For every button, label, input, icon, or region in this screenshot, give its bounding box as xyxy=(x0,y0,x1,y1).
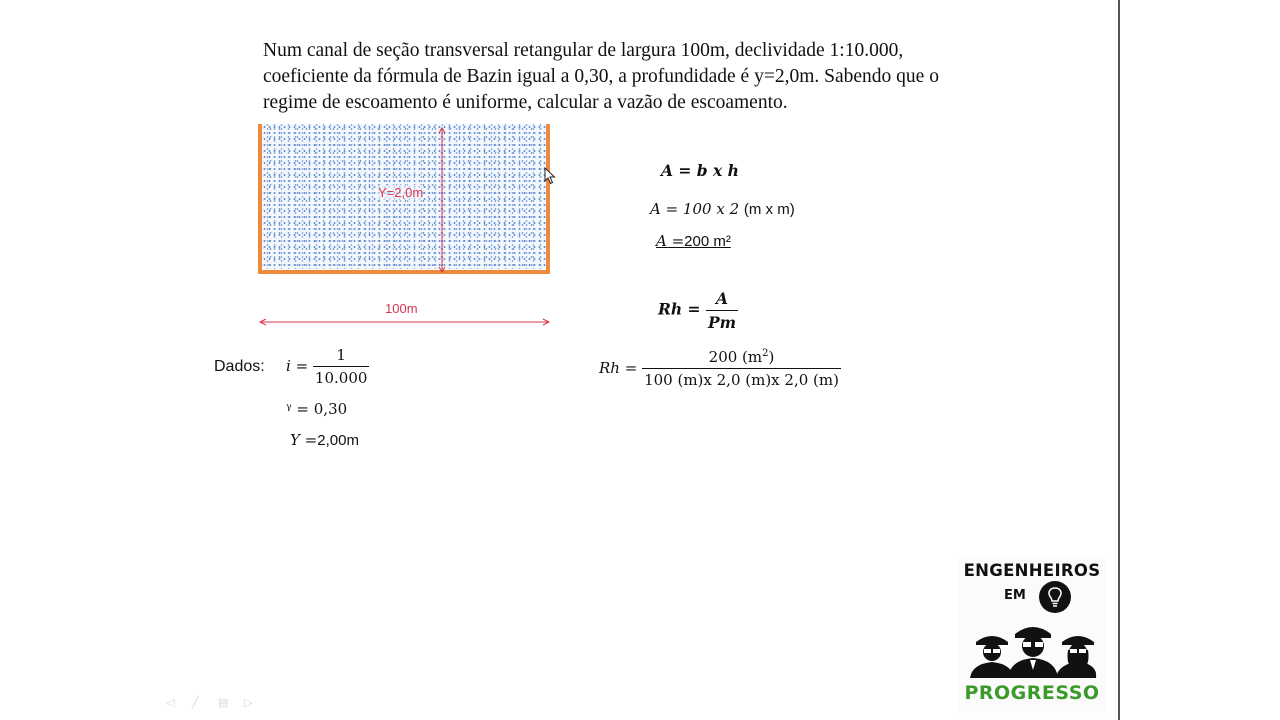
pen-icon[interactable]: ╱ xyxy=(192,696,199,709)
area-sub-units: (m x m) xyxy=(743,201,795,218)
logo-title-bottom: PROGRESSO xyxy=(964,682,1100,704)
rh-sub-num-val: 200 (m xyxy=(708,348,763,366)
rh-denominator: Pm xyxy=(707,313,737,332)
bazin-coefficient: ᵞ = 0,30 xyxy=(286,400,348,418)
width-arrow xyxy=(258,316,552,328)
channel-left-wall xyxy=(258,124,262,274)
next-icon[interactable]: ▷ xyxy=(244,696,253,709)
slope-fraction xyxy=(313,346,370,387)
problem-line-3: regime de escoamento é uniforme, calcular a vazão de escoamento. xyxy=(263,92,788,113)
logo-title-top: ENGENHEIROS xyxy=(963,561,1101,580)
area-result-lhs: A = xyxy=(656,232,685,250)
slope-denominator: 10.000 xyxy=(314,369,368,387)
area-substitution xyxy=(650,200,795,218)
rh-substitution xyxy=(599,348,841,389)
rh-sub-lhs: Rh = xyxy=(599,359,638,377)
channel-bottom xyxy=(258,270,550,274)
engineers-group-icon xyxy=(968,612,1098,678)
slide-border xyxy=(1118,0,1120,720)
depth-label: Y=2,0m xyxy=(378,185,424,200)
lightbulb-icon xyxy=(1038,580,1072,614)
depth-arrow xyxy=(438,126,446,274)
depth-val: 2,00m xyxy=(317,432,359,449)
engenheiros-logo xyxy=(958,557,1106,713)
problem-line-2: coeficiente da fórmula de Bazin igual a 0,30, a profundidade é y=2,0m. Sabendo que o xyxy=(263,66,939,87)
area-result xyxy=(656,232,731,250)
rh-sub-numerator xyxy=(642,348,841,369)
rh-sub-denominator: 100 (m)x 2,0 (m)x 2,0 (m) xyxy=(644,371,839,389)
area-result-val: 200 m² xyxy=(684,233,731,250)
problem-line-1: Num canal de seção transversal retangular de largura 100m, declividade 1:10.000, xyxy=(263,40,904,61)
problem-statement xyxy=(263,38,1053,116)
menu-icon[interactable]: ▤ xyxy=(218,696,229,709)
depth-lhs: Y = xyxy=(290,431,318,449)
rh-sub-fraction xyxy=(642,348,841,389)
mouse-cursor-icon xyxy=(544,167,556,185)
slope-lhs: i = xyxy=(286,357,309,375)
logo-em: EM xyxy=(1004,588,1026,603)
area-sub-lhs: A = 100 x 2 xyxy=(650,200,740,218)
depth-value xyxy=(290,431,359,449)
prev-icon[interactable]: ◁ xyxy=(166,696,175,709)
slope-numerator: 1 xyxy=(313,346,370,367)
rh-formula xyxy=(658,289,738,332)
rh-sub-num-sup: 2 xyxy=(762,348,769,359)
rh-sub-num-end: ) xyxy=(768,348,775,366)
dados-label: Dados: xyxy=(214,358,265,375)
slideshow-nav[interactable] xyxy=(166,698,262,710)
slope-formula xyxy=(286,346,369,387)
area-formula: A = b x h xyxy=(661,161,739,180)
rh-numerator: A xyxy=(706,289,738,311)
rh-fraction xyxy=(706,289,738,332)
channel-diagram xyxy=(258,124,552,276)
width-label: 100m xyxy=(385,301,418,316)
rh-lhs: Rh = xyxy=(658,299,701,319)
channel-right-wall xyxy=(546,124,550,274)
